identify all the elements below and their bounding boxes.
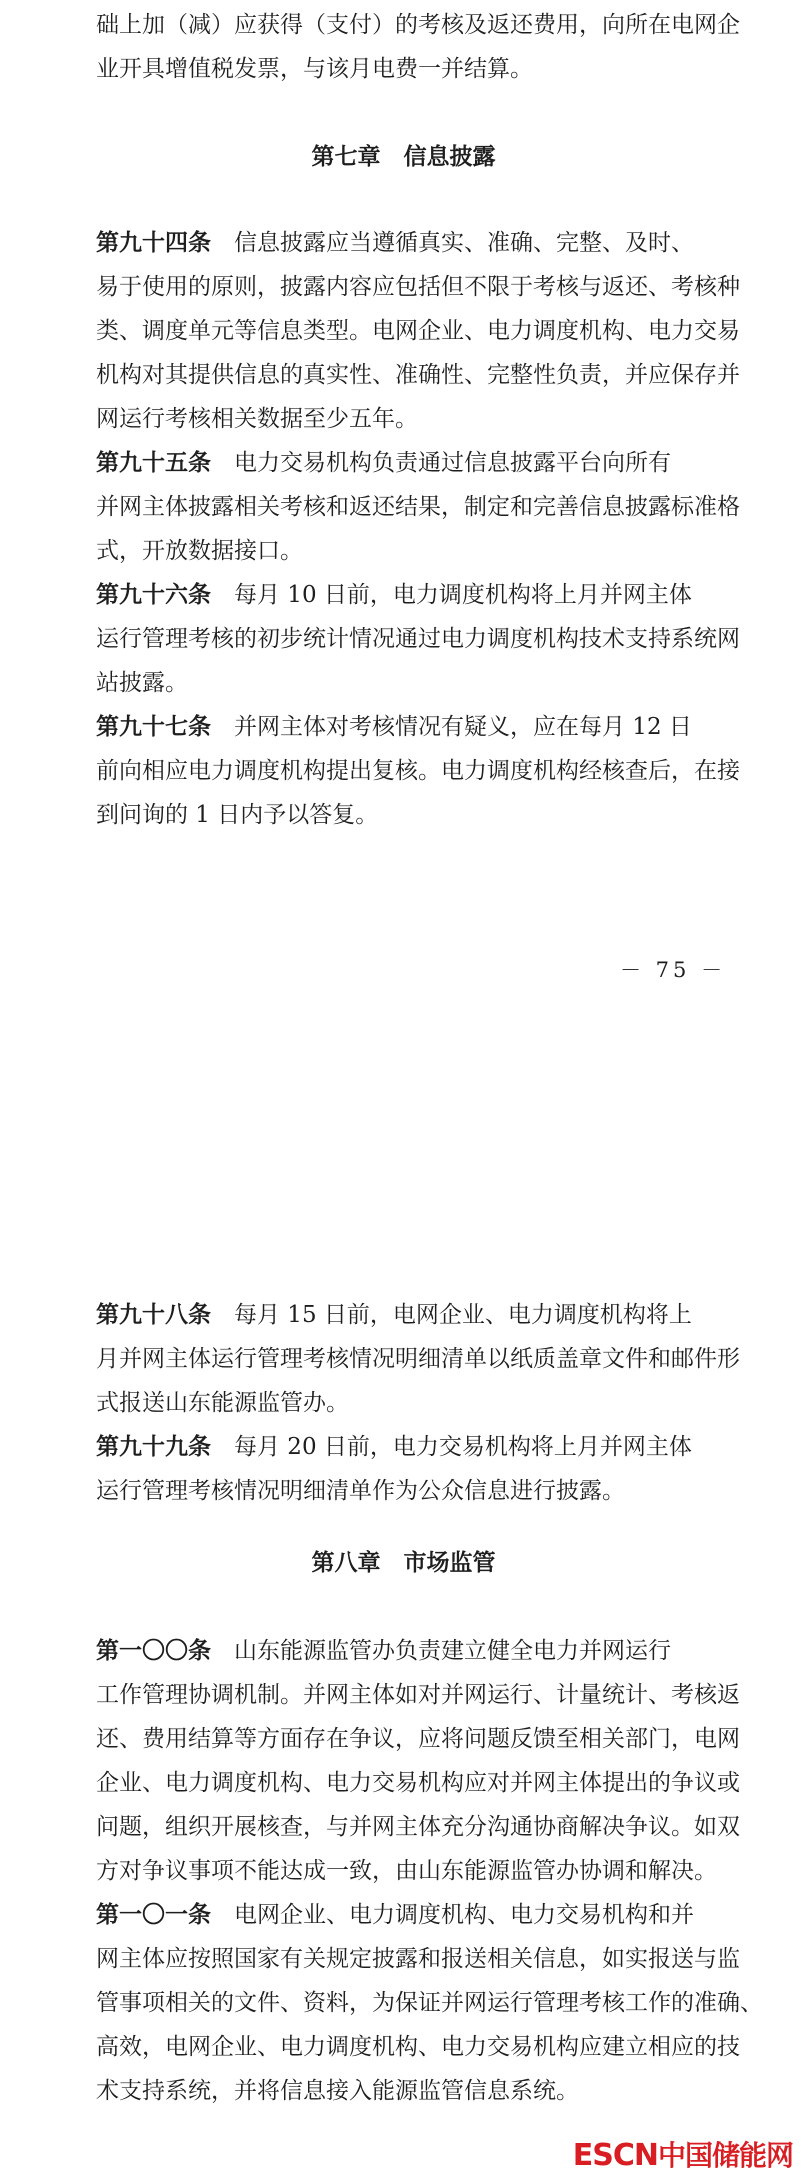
article-100-text: 山东能源监管办负责建立健全电力并网运行 [211, 1638, 671, 1664]
logo-chinese: 中国储能网 [657, 2139, 793, 2172]
article-100-first-line [96, 1634, 716, 1668]
paragraph-line: 前向相应电力调度机构提出复核。电力调度机构经核查后，在接 [96, 758, 740, 784]
paragraph-line: 管事项相关的文件、资料，为保证并网运行管理考核工作的准确、 [96, 1990, 763, 2016]
article-94-heading: 第九十四条 [96, 230, 211, 256]
article-99-first-line [96, 1430, 716, 1464]
paragraph-line: 机构对其提供信息的真实性、准确性、完整性负责，并应保存并 [96, 362, 740, 388]
paragraph-line: 到问询的 1 日内予以答复。 [96, 802, 379, 828]
paragraph-line: 方对争议事项不能达成一致，由山东能源监管办协调和解决。 [96, 1858, 717, 1884]
article-95-text: 电力交易机构负责通过信息披露平台向所有 [211, 450, 671, 476]
paragraph-line: 式报送山东能源监管办。 [96, 1390, 349, 1416]
paragraph-line: 易于使用的原则，披露内容应包括但不限于考核与返还、考核种 [96, 274, 740, 300]
article-99-heading: 第九十九条 [96, 1434, 211, 1460]
paragraph-line: 月并网主体运行管理考核情况明细清单以纸质盖章文件和邮件形 [96, 1346, 740, 1372]
paragraph-line: 类、调度单元等信息类型。电网企业、电力调度机构、电力交易 [96, 318, 740, 344]
article-101-text: 电网企业、电力调度机构、电力交易机构和并 [211, 1902, 694, 1928]
article-101-heading: 第一〇一条 [96, 1902, 211, 1928]
paragraph-line: 工作管理协调机制。并网主体如对并网运行、计量统计、考核返 [96, 1682, 740, 1708]
article-97-first-line [96, 710, 716, 744]
paragraph-line: 运行管理考核情况明细清单作为公众信息进行披露。 [96, 1478, 625, 1504]
page-number: － 75 － [620, 958, 727, 982]
paragraph-line: 运行管理考核的初步统计情况通过电力调度机构技术支持系统网 [96, 626, 740, 652]
chapter-title: 第八章 市场监管 [311, 1550, 496, 1576]
paragraph-line: 业开具增值税发票，与该月电费一并结算。 [96, 56, 533, 82]
paragraph-line: 术支持系统，并将信息接入能源监管信息系统。 [96, 2078, 579, 2104]
article-94-first-line [96, 226, 716, 260]
paragraph-line: 问题，组织开展核查，与并网主体充分沟通协商解决争议。如双 [96, 1814, 740, 1840]
article-97-text: 并网主体对考核情况有疑义，应在每月 12 日 [211, 714, 692, 740]
article-94-text: 信息披露应当遵循真实、准确、完整、及时、 [211, 230, 694, 256]
article-100-heading: 第一〇〇条 [96, 1638, 211, 1664]
article-98-heading: 第九十八条 [96, 1302, 211, 1328]
paragraph-line: 并网主体披露相关考核和返还结果，制定和完善信息披露标准格 [96, 494, 740, 520]
article-96-first-line [96, 578, 716, 612]
paragraph-line: 站披露。 [96, 670, 188, 696]
paragraph-line: 础上加（减）应获得（支付）的考核及返还费用，向所在电网企 [96, 12, 740, 38]
article-96-text: 每月 10 日前，电力调度机构将上月并网主体 [211, 582, 692, 608]
article-96-heading: 第九十六条 [96, 582, 211, 608]
article-97-heading: 第九十七条 [96, 714, 211, 740]
paragraph-line: 还、费用结算等方面存在争议，应将问题反馈至相关部门，电网 [96, 1726, 740, 1752]
chapter-title: 第七章 信息披露 [311, 144, 496, 170]
escn-logo [573, 2134, 793, 2174]
article-98-first-line [96, 1298, 716, 1332]
paragraph-line: 式，开放数据接口。 [96, 538, 303, 564]
logo-latin: ESCN [572, 2138, 658, 2173]
article-99-text: 每月 20 日前，电力交易机构将上月并网主体 [211, 1434, 692, 1460]
article-98-text: 每月 15 日前，电网企业、电力调度机构将上 [211, 1302, 692, 1328]
paragraph-line: 网主体应按照国家有关规定披露和报送相关信息，如实报送与监 [96, 1946, 740, 1972]
paragraph-line: 高效，电网企业、电力调度机构、电力交易机构应建立相应的技 [96, 2034, 740, 2060]
article-95-heading: 第九十五条 [96, 450, 211, 476]
paragraph-line: 企业、电力调度机构、电力交易机构应对并网主体提出的争议或 [96, 1770, 740, 1796]
paragraph-line: 网运行考核相关数据至少五年。 [96, 406, 418, 432]
article-95-first-line [96, 446, 716, 480]
article-101-first-line [96, 1898, 716, 1932]
